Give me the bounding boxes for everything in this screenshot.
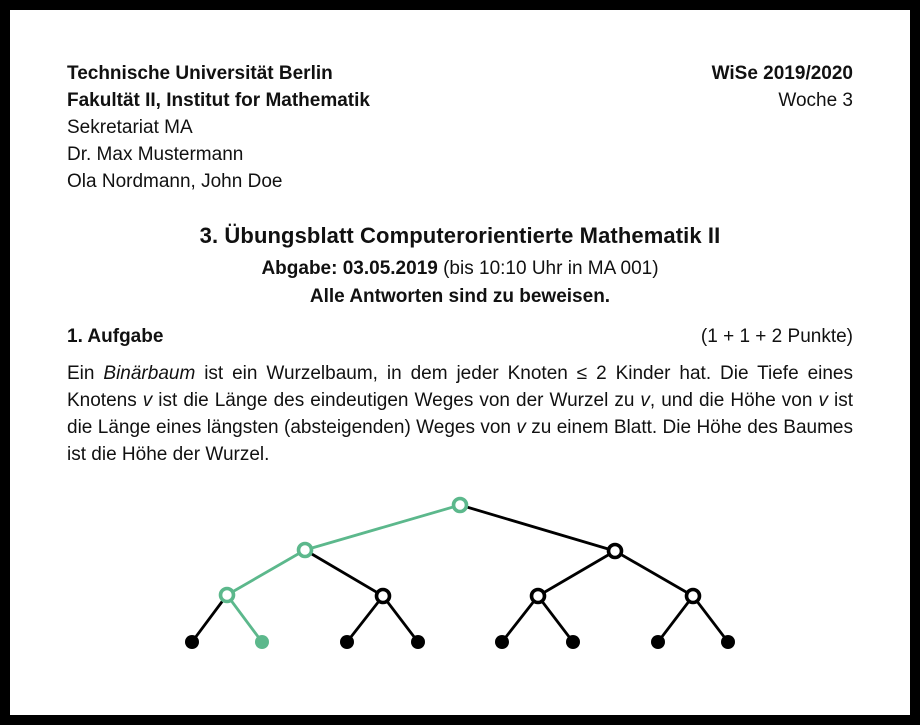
tree-node-leaf [185,635,199,649]
tree-edge [658,596,693,642]
exercise-paragraph [67,360,853,468]
paragraph-text: Ein [67,363,104,384]
header-line: Woche 3 [778,90,853,111]
tree-node-open [609,545,622,558]
task-points: (1 + 1 + 2 Punkte) [700,326,853,347]
tree-node-leaf [255,635,269,649]
tree-edge [538,551,615,596]
tree-node-open [377,590,390,603]
deadline-line [67,255,853,283]
header-line: Fakultät II, Institut for Mathematik [67,90,370,111]
italic-term: Binärbaum [103,363,196,384]
tree-node-open [454,499,467,512]
italic-term: v [818,390,828,411]
tree-edge [538,596,573,642]
italic-term: v [640,390,650,411]
header-line: Sekretariat MA [67,117,193,138]
tree-edge [460,505,615,551]
task-header-row [67,326,853,348]
deadline-details: (bis 10:10 Uhr in MA 001) [437,258,659,279]
tree-node-leaf [566,635,580,649]
header-line: Technische Universität Berlin [67,63,333,84]
tree-edge [305,505,460,550]
header-right [712,60,853,114]
proof-note: Alle Antworten sind zu beweisen. [309,286,611,307]
title-block [67,221,853,311]
tree-edge [227,550,305,595]
tree-edge [383,596,418,642]
paragraph-text: ist die Länge eines längsten (absteigenden) Weges von [67,390,854,438]
tree-edge [615,551,693,596]
page-content [10,10,910,468]
sheet-header [67,60,853,195]
sheet-title: 3. Übungsblatt Computerorientierte Mathematik II [199,223,721,248]
tree-node-open [221,589,234,602]
paragraph-text: ist die Länge des eindeutigen Weges von der Wurzel zu [152,390,641,411]
tree-node-leaf [495,635,509,649]
tree-node-leaf [411,635,425,649]
header-left [67,60,370,195]
tree-edge [502,596,538,642]
tree-node-open [687,590,700,603]
tree-edge [347,596,383,642]
tree-node-leaf [340,635,354,649]
tree-edge [693,596,728,642]
header-line: Dr. Max Mustermann [67,144,244,165]
deadline-date: Abgabe: 03.05.2019 [261,258,438,279]
tree-edge [305,550,383,596]
tree-node-leaf [721,635,735,649]
tree-edge [192,595,227,642]
tree-edge [227,595,262,642]
header-line: Ola Nordmann, John Doe [67,171,283,192]
italic-term: v [142,390,153,411]
task-label: 1. Aufgabe [67,326,164,347]
italic-term: v [516,417,526,438]
tree-node-open [532,590,545,603]
header-line: WiSe 2019/2020 [711,63,853,84]
paragraph-text: zu einem Blatt. Die Höhe des Baumes ist die Höhe der Wurzel. [67,417,853,465]
paragraph-text: ist ein Wurzelbaum, in dem jeder Knoten ≤ 2 Kinder hat. Die Tiefe eines Knotens [67,363,853,411]
paragraph-text: , und die Höhe von [649,390,819,411]
tree-node-open [299,544,312,557]
tree-node-leaf [651,635,665,649]
binary-tree-diagram [180,490,740,660]
